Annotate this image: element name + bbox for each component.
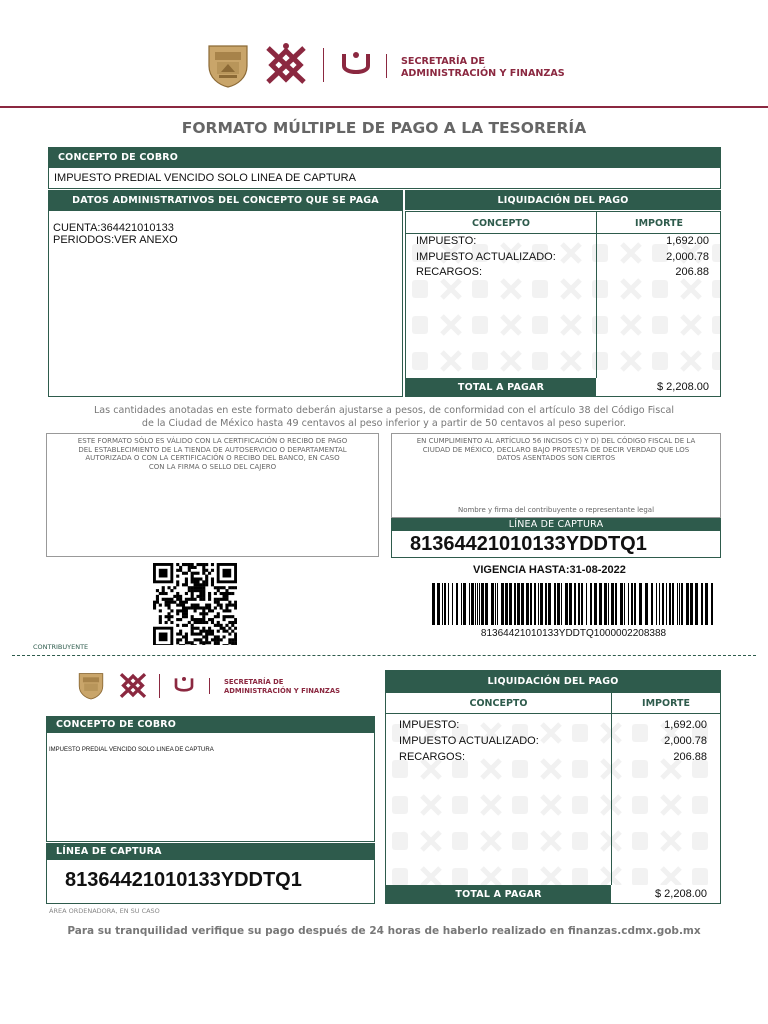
stub-row-recargos-value: 206.88 xyxy=(673,751,707,763)
stub-concepto-label: CONCEPTO DE COBRO xyxy=(56,718,177,730)
row-actualizado-value: 2,000.78 xyxy=(666,251,709,263)
liquidacion-table xyxy=(405,211,721,397)
header-divider xyxy=(323,48,324,82)
stub-linea-header xyxy=(46,843,375,859)
secretaria-title xyxy=(401,56,565,80)
periodos-value: PERIODOS:VER ANEXO xyxy=(53,234,178,246)
stub-total-value: $ 2,208.00 xyxy=(655,888,707,900)
stub-row-recargos-label: RECARGOS: xyxy=(399,751,466,763)
page-title: FORMATO MÚLTIPLE DE PAGO A LA TESORERÍA xyxy=(181,119,587,137)
stub-liquidacion-table xyxy=(385,692,721,904)
total-label xyxy=(406,378,596,397)
linea-captura-header xyxy=(391,518,721,531)
stub-row-actualizado-label: IMPUESTO ACTUALIZADO: xyxy=(399,735,539,747)
row-actualizado-label: IMPUESTO ACTUALIZADO: xyxy=(416,251,556,263)
stub-col-divider xyxy=(611,693,612,885)
row-impuesto-value: 1,692.00 xyxy=(666,235,709,247)
stub-secretaria-line2: ADMINISTRACIÓN Y FINANZAS xyxy=(224,687,340,695)
stub-linea-value: 81364421010133YDDTQ1 xyxy=(65,869,302,891)
linea-captura-box xyxy=(391,531,721,558)
concepto-cobro-value: IMPUESTO PREDIAL VENCIDO SOLO LINEA DE CAPTURA xyxy=(54,172,356,184)
validity-box xyxy=(46,433,379,557)
stub-row-impuesto-value: 1,692.00 xyxy=(664,719,707,731)
concepto-cobro-label: CONCEPTO DE COBRO xyxy=(58,151,179,163)
stub-total-label-text: TOTAL A PAGAR xyxy=(455,889,542,900)
stub-row-actualizado-value: 2,000.78 xyxy=(664,735,707,747)
barcode xyxy=(430,583,717,625)
stub-divider xyxy=(159,674,160,698)
stub-concepto-box xyxy=(46,732,375,842)
liquidacion-label: LIQUIDACIÓN DEL PAGO xyxy=(497,194,629,206)
total-value: $ 2,208.00 xyxy=(657,381,709,393)
secretaria-line1: SECRETARÍA DE xyxy=(401,56,485,67)
stub-header-underline xyxy=(386,713,720,714)
area-ordenadora-label: ÁREA ORDENADORA, EN SU CASO xyxy=(49,907,160,915)
cdmx-logo-icon xyxy=(117,670,149,701)
stub-linea-box xyxy=(46,859,375,904)
cdmx-logo-icon xyxy=(262,42,310,88)
stub-col-concepto-header: CONCEPTO xyxy=(469,698,528,709)
validity-text: ESTE FORMATO SÓLO ES VÁLIDO CON LA CERTIFICACIÓN O RECIBO DE PAGO DEL ESTABLECIMIENTO DE LA TIENDA DE AUTOSERVICIO O DEPARTAMENTAL AUTORIZADA O CON LA CERTIFICACIÓN O RECIBO DEL BANCO, EN CASO CON LA FIRMA O SELLO DEL CAJERO xyxy=(77,437,348,471)
finanzas-mark-icon xyxy=(338,48,374,80)
total-label-text: TOTAL A PAGAR xyxy=(457,382,545,393)
stub-total-label xyxy=(386,885,611,904)
col-concepto-header: CONCEPTO xyxy=(472,218,530,229)
concepto-cobro-field xyxy=(48,167,721,189)
header-divider-2 xyxy=(386,54,387,78)
datos-admin-box xyxy=(48,210,403,397)
linea-captura-value: 81364421010133YDDTQ1 xyxy=(410,533,647,555)
rounding-notice xyxy=(0,404,768,430)
stub-liquidacion-header xyxy=(385,670,721,692)
datos-admin-label: DATOS ADMINISTRATIVOS DEL CONCEPTO QUE SE PAGA xyxy=(72,194,379,206)
vigencia: VIGENCIA HASTA:31-08-2022 xyxy=(473,564,626,576)
datos-admin-header xyxy=(48,190,403,210)
signature-label: Nombre y firma del contribuyente o representante legal xyxy=(457,506,655,514)
linea-captura-label: LÍNEA DE CAPTURA xyxy=(508,519,604,530)
col-importe-header: IMPORTE xyxy=(635,218,683,229)
row-impuesto-label: IMPUESTO: xyxy=(416,235,477,247)
stub-col-importe-header: IMPORTE xyxy=(642,698,690,709)
stub-concepto-header xyxy=(46,716,375,732)
finanzas-mark-icon xyxy=(172,674,196,696)
stub-secretaria-title xyxy=(224,678,340,696)
cdmx-shield-icon xyxy=(207,44,249,88)
qr-code xyxy=(153,563,237,645)
stub-concepto-value: IMPUESTO PREDIAL VENCIDO SOLO LINEA DE CAPTURA xyxy=(49,747,214,753)
concepto-cobro-header xyxy=(48,147,721,167)
contribuyente-label: CONTRIBUYENTE xyxy=(33,643,89,651)
header xyxy=(0,0,768,108)
liquidacion-header xyxy=(405,190,721,210)
footer-note: Para su tranquilidad verifique su pago después de 24 horas de haberlo realizado en finanzas.cdmx.gob.mx xyxy=(67,925,701,937)
row-recargos-value: 206.88 xyxy=(675,266,709,278)
cuenta-value: CUENTA:364421010133 xyxy=(53,222,174,234)
cdmx-shield-icon xyxy=(78,672,104,700)
declaration-box xyxy=(391,433,721,518)
stub-divider-2 xyxy=(209,678,210,694)
row-recargos-label: RECARGOS: xyxy=(416,266,483,278)
col-divider xyxy=(596,212,597,378)
declaration-text: EN CUMPLIMIENTO AL ARTÍCULO 56 INCISOS C) Y D) DEL CÓDIGO FISCAL DE LA CIUDAD DE MÉXICO, DECLARO BAJO PROTESTA DE DECIR VERDAD QUE LOS DATOS ASENTADOS SON CIERTOS xyxy=(416,437,696,462)
stub-linea-label: LÍNEA DE CAPTURA xyxy=(56,845,162,857)
header-rule xyxy=(0,106,768,108)
notice-line1: Las cantidades anotadas en este formato deberán ajustarse a pesos, de conformidad con el artículo 38 del Código Fiscal xyxy=(93,405,675,416)
notice-line2: de la Ciudad de México hasta 49 centavos al peso inferior y a partir de 50 centavos al peso superior. xyxy=(141,418,627,429)
barcode-text: 81364421010133YDDTQ1000002208388 xyxy=(480,628,667,639)
stub-secretaria-line1: SECRETARÍA DE xyxy=(224,678,284,686)
stub-row-impuesto-label: IMPUESTO: xyxy=(399,719,460,731)
cut-line xyxy=(12,655,756,656)
secretaria-line2: ADMINISTRACIÓN Y FINANZAS xyxy=(401,68,565,79)
stub-liquidacion-label: LIQUIDACIÓN DEL PAGO xyxy=(487,675,619,687)
